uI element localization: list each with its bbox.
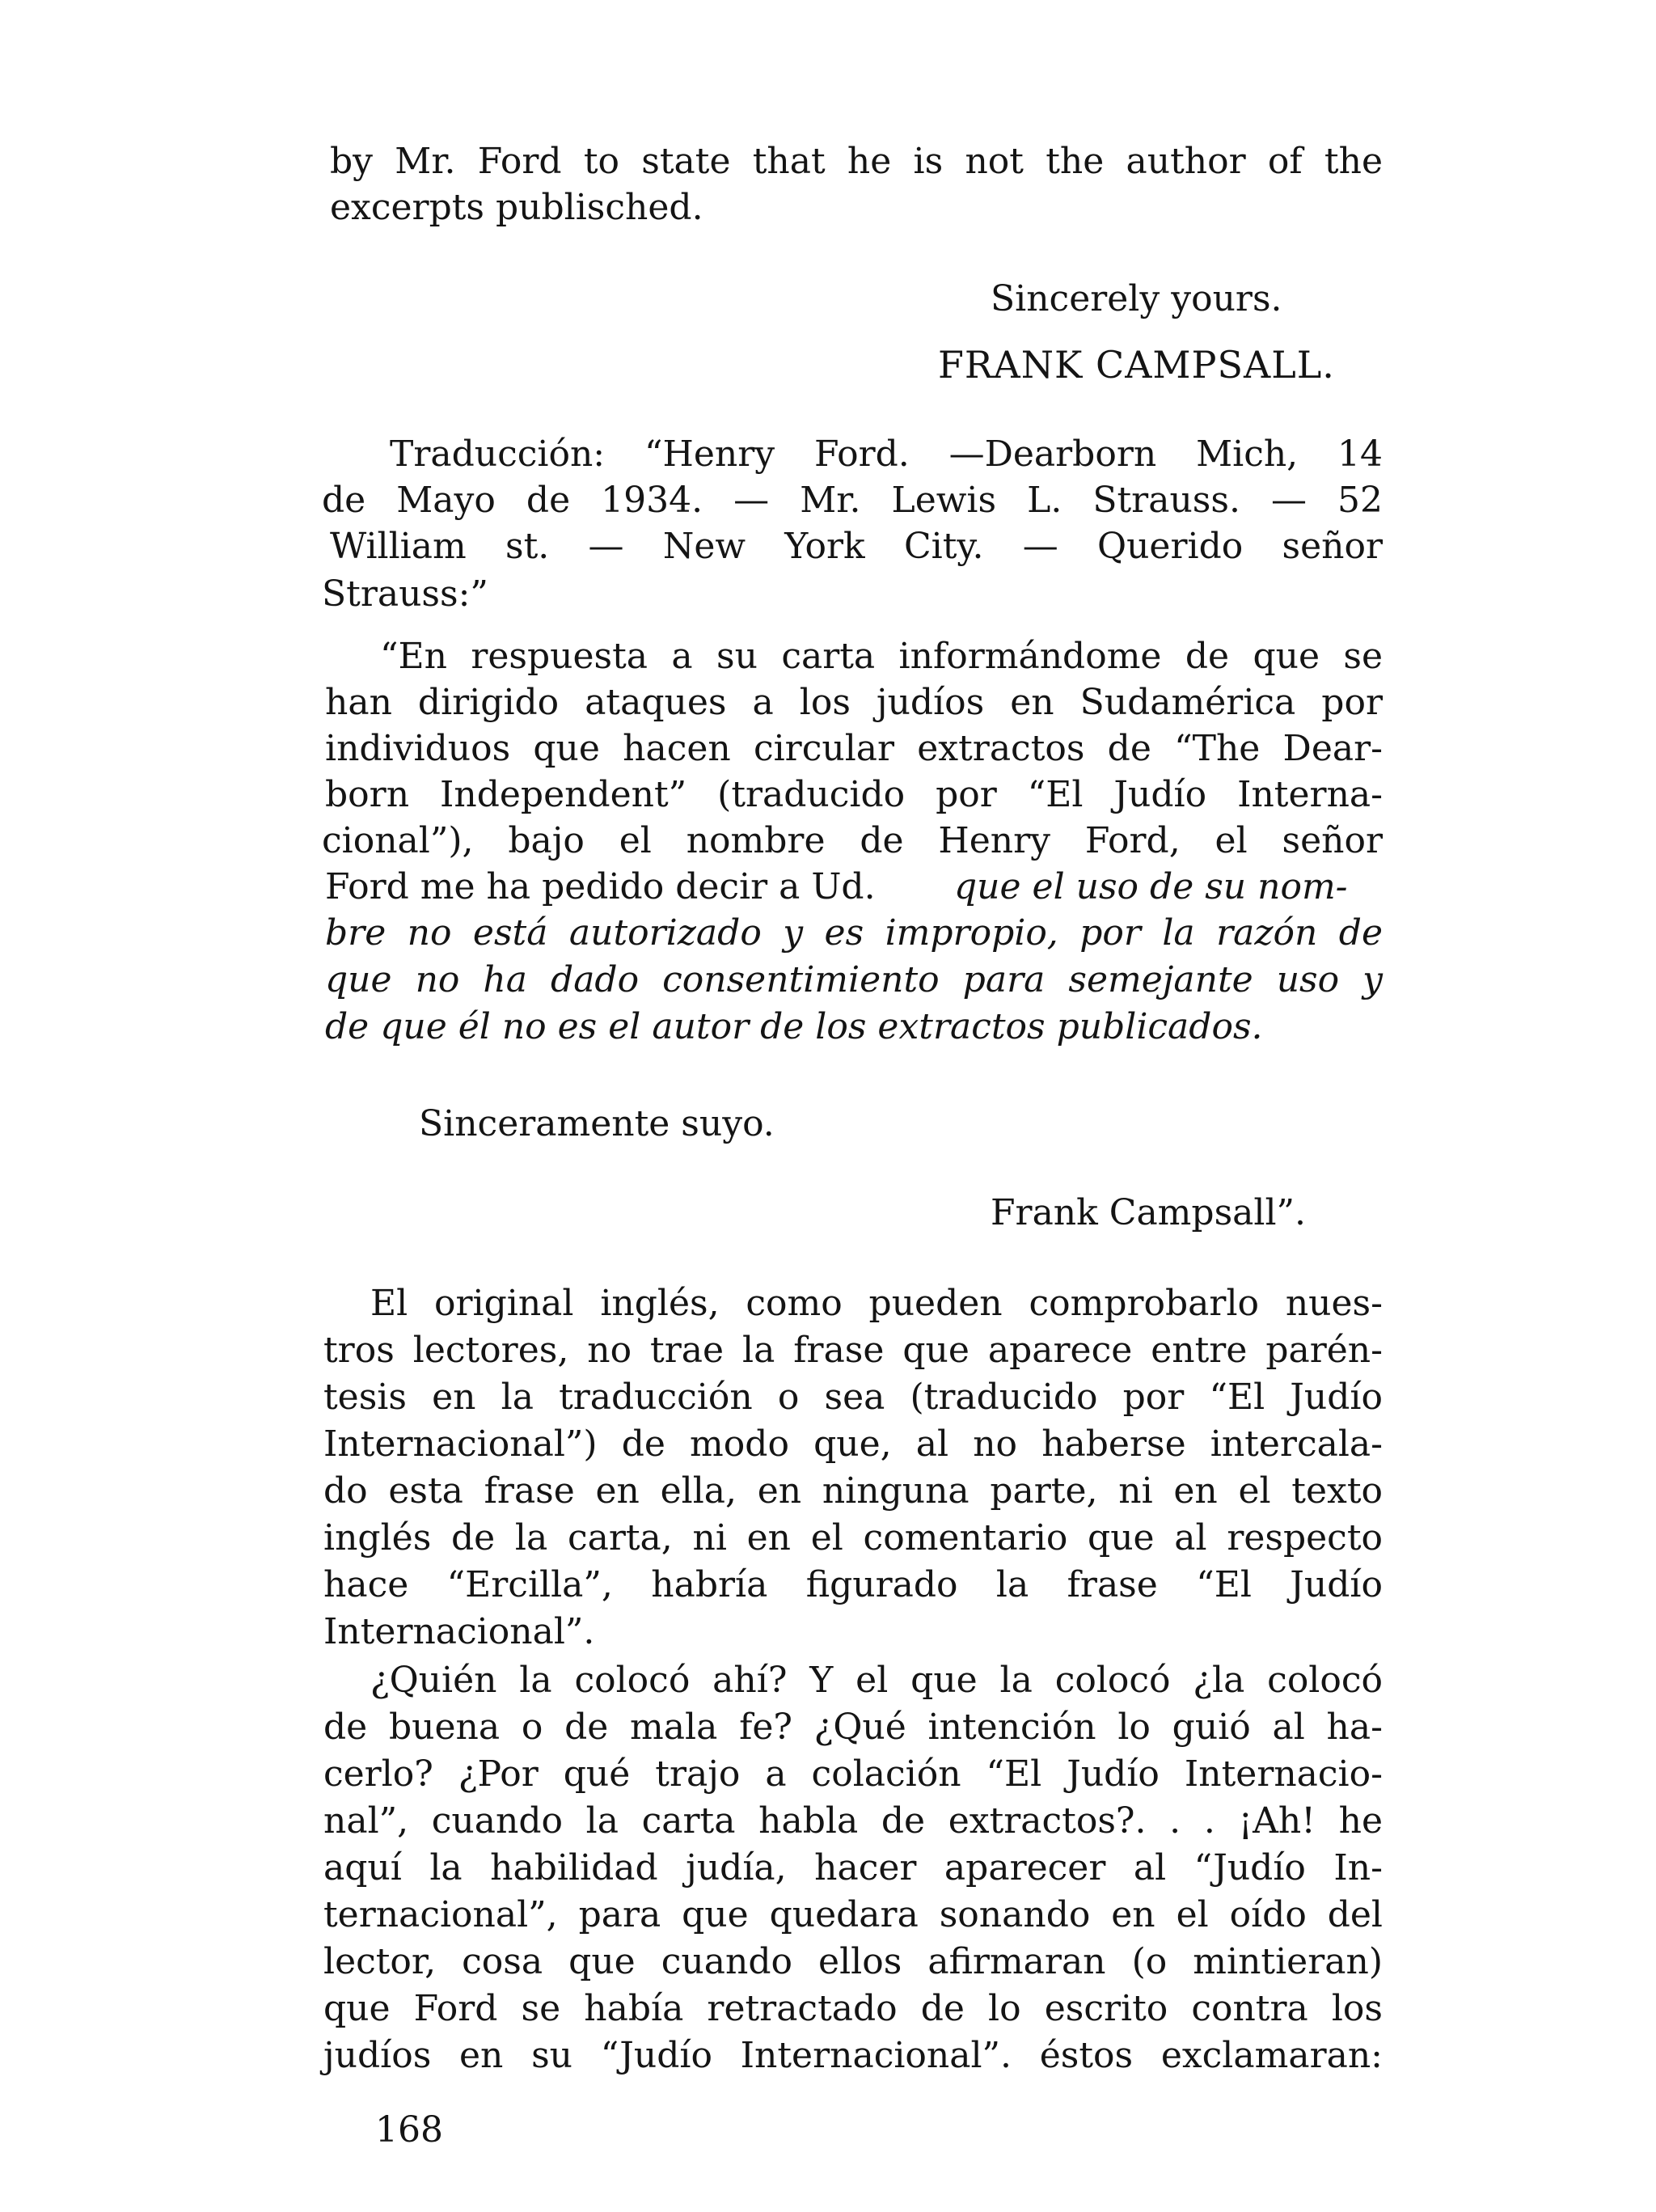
body-line: excerpts publisched. xyxy=(330,187,703,228)
quote-closing: Sinceramente suyo. xyxy=(419,1103,775,1144)
quote-line: han dirigido ataques a los judíos en Sudamérica por xyxy=(325,682,1383,723)
paragraph-line: judíos en su “Judío Internacional”. éstos exclamaran: xyxy=(323,2035,1383,2076)
paragraph-line: nal”, cuando la carta habla de extractos?. . . ¡Ah! he xyxy=(323,1800,1383,1842)
paragraph-line: Internacional”) de modo que, al no haberse intercala- xyxy=(323,1423,1383,1465)
quote-italic-line: que no ha dado consentimiento para semejante uso y xyxy=(325,959,1383,1000)
body-line: by Mr. Ford to state that he is not the author of the xyxy=(330,141,1383,182)
quote-italic-line: de que él no es el autor de los extractos publicados. xyxy=(325,1006,1263,1047)
page-number: 168 xyxy=(375,2109,443,2151)
paragraph-line: El original inglés, como pueden comprobarlo nues- xyxy=(370,1283,1383,1324)
translation-line: de Mayo de 1934. — Mr. Lewis L. Strauss. — 52 xyxy=(322,480,1383,521)
quote-line: individuos que hacen circular extractos de “The Dear- xyxy=(325,728,1383,769)
quote-line: cional”), bajo el nombre de Henry Ford, el señor xyxy=(322,820,1383,861)
quote-signature: Frank Campsall”. xyxy=(991,1192,1307,1233)
paragraph-line: hace “Ercilla”, habría figurado la frase “El Judío xyxy=(323,1564,1383,1605)
paragraph-line: lector, cosa que cuando ellos afirmaran (o mintieran) xyxy=(323,1941,1383,1982)
translation-line: William st. — New York City. — Querido señor xyxy=(330,526,1383,567)
quote-line: “En respuesta a su carta informándome de que se xyxy=(380,636,1383,677)
paragraph-line: ¿Quién la colocó ahí? Y el que la colocó ¿la colocó xyxy=(370,1660,1383,1701)
paragraph-line: tros lectores, no trae la frase que aparece entre parén- xyxy=(323,1330,1383,1371)
paragraph-line: que Ford se había retractado de lo escrito contra los xyxy=(323,1988,1383,2029)
translation-line: Strauss:” xyxy=(322,573,488,615)
quote-line: born Independent” (traducido por “El Judío Interna- xyxy=(325,774,1383,815)
paragraph-line: aquí la habilidad judía, hacer aparecer al “Judío In- xyxy=(323,1847,1383,1888)
translation-line: Traducción: “Henry Ford. —Dearborn Mich, 14 xyxy=(390,434,1383,475)
paragraph-line: do esta frase en ella, en ninguna parte, ni en el texto xyxy=(323,1470,1383,1512)
paragraph-line: ternacional”, para que quedara sonando en el oído del xyxy=(323,1894,1383,1935)
paragraph-line: tesis en la traducción o sea (traducido por “El Judío xyxy=(323,1377,1383,1418)
paragraph-line: Internacional”. xyxy=(323,1611,595,1652)
paragraph-line: inglés de la carta, ni en el comentario que al respecto xyxy=(323,1517,1383,1559)
letter-signature: FRANK CAMPSALL. xyxy=(938,343,1335,387)
quote-italic-line: bre no está autorizado y es impropio, por la razón de xyxy=(325,912,1383,954)
paragraph-line: de buena o de mala fe? ¿Qué intención lo guió al ha- xyxy=(323,1707,1383,1748)
quote-italic-line: que el uso de su nom- xyxy=(954,866,1348,907)
paragraph-line: cerlo? ¿Por qué trajo a colación “El Judío Internacio- xyxy=(323,1753,1383,1795)
quote-line: Ford me ha pedido decir a Ud. xyxy=(325,866,876,907)
letter-closing: Sincerely yours. xyxy=(991,278,1282,319)
